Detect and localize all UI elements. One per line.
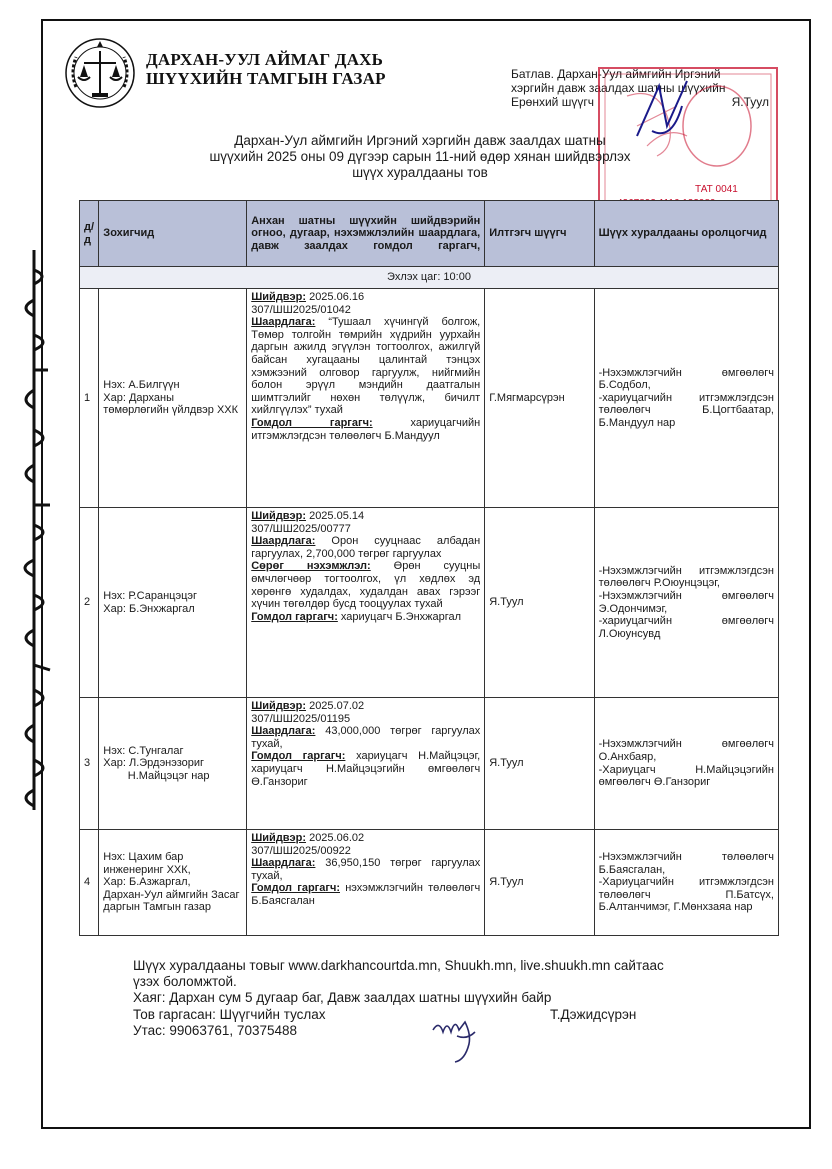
court-name-line1: ДАРХАН-УУЛ АЙМАГ ДАХЬ: [146, 50, 384, 69]
table-row: [80, 289, 779, 508]
row-parties: Нэх: А.Билгүүн Хар: Дарханы төмөрлөгийн үйлдвэр ХХК: [99, 289, 247, 508]
table-row: [80, 698, 779, 830]
row-parties: Нэх: С.Тунгалаг Хар: Л.Эрдэнэзориг Н.Майцэцэг нар: [99, 698, 247, 830]
table-row: [80, 508, 779, 698]
title-line2: шүүхийн 2025 оны 09 дүгээр сарын 11-ний өдөр хянан шийдвэрлэх: [209, 149, 631, 164]
appeal-text: хариуцагч Н.Майцэцэг, хариуцагч Н.Майцэцэгийн өмгөөлөгч Ө.Ганзориг: [251, 750, 481, 788]
footer-line2: үзэх боломжтой.: [133, 974, 237, 990]
row-participants: -Нэхэмжлэгчийн төлөөлөгч Б.Баясгалан, -Хариуцагчийн итгэмжлэгдсэн төлөөлөгч П.Батсүх, Б.Алтанчимэг, Г.Мөнхзаяа нар: [594, 830, 778, 936]
approval-role: Ерөнхий шүүгч: [511, 95, 594, 109]
row-judge: Я.Туул: [485, 830, 594, 936]
header-case: Анхан шатны шүүхийн шийдвэрийн огноо, дугаар, нэхэмжлэлийн шаардлага, давж заалдах гомдол гаргагч,: [247, 201, 485, 267]
claim-text: Орон сууцнаас албадан гаргуулах, 2,700,000 төгрөг гаргуулах: [251, 535, 481, 560]
row-participants: -Нэхэмжлэгчийн итгэмжлэгдсэн төлөөлөгч Р.Оюунцэцэг, -Нэхэмжлэгчийн өмгөөлөгч Э.Одончимэг, -хариуцагчийн өмгөөлөгч Л.Оюунсувд: [594, 508, 778, 698]
court-name: [146, 50, 386, 88]
decision-date: 2025.06.16: [306, 291, 365, 303]
row-case: [247, 508, 485, 698]
court-emblem-icon: [64, 37, 136, 109]
approval-line1: Батлав. Дархан-Уул аймгийн Иргэний: [511, 67, 721, 81]
claim-text: “Тушаал хүчингүй болгож, Төмөр толгойн төмрийн хүдрийн уурхайн даргын ажилд эгүүлэн тогтоолгох, ажилгүй байсан хугацааны цалинтай тэнцэх хэмжээний олговор гаргуулж, нийгмийн болон эрүүл мэндийн даатгалын шимтгэлийг нөхөн төлүүлж, бичилт хийлгүүлэх” тухай: [251, 316, 481, 417]
header-judge: Илтгэгч шүүгч: [485, 201, 594, 267]
hearing-schedule-table: [79, 200, 779, 936]
decision-label: Шийдвэр:: [251, 700, 307, 712]
claim-label: Шаардлага:: [251, 857, 316, 870]
decision-number: 307/ШШ2025/01195: [251, 712, 351, 725]
header-no: д/д: [80, 201, 99, 267]
document-title: [150, 133, 690, 181]
mongolian-script-decoration: [4, 250, 64, 810]
decision-date: 2025.07.02: [306, 700, 365, 712]
approval-name: Я.Туул: [731, 95, 769, 109]
row-no: 3: [80, 698, 99, 830]
row-case: [247, 289, 485, 508]
counterclaim-label: Сөрөг нэхэмжлэл:: [251, 560, 371, 573]
appeal-label: Гомдол гаргагч:: [251, 750, 346, 763]
table-row: [80, 830, 779, 936]
claim-text: 36,950,150 төгрөг гаргуулах тухай,: [251, 857, 481, 882]
decision-number: 307/ШШ2025/00777: [251, 522, 351, 535]
court-name-line2: ШҮҮХИЙН ТАМГЫН ГАЗАР: [146, 69, 386, 88]
footer-address: Хаяг: Дархан сум 5 дугаар баг, Давж заалдах шатны шүүхийн байр: [133, 990, 552, 1006]
row-case: [247, 698, 485, 830]
decision-date: 2025.05.14: [306, 510, 365, 522]
claim-label: Шаардлага:: [251, 725, 316, 738]
claim-label: Шаардлага:: [251, 316, 316, 329]
decision-label: Шийдвэр:: [251, 832, 307, 844]
claim-label: Шаардлага:: [251, 535, 316, 548]
row-parties: Нэх: Цахим бар инженеринг ХХК, Хар: Б.Азжаргал, Дархан-Уул аймгийн Засаг даргын Тамгын газар: [99, 830, 247, 936]
footer-line1: Шүүх хуралдааны товыг www.darkhancourtda.mn, Shuukh.mn, live.shuukh.mn сайтаас: [133, 958, 664, 973]
decision-date: 2025.06.02: [306, 832, 365, 844]
appeal-text: нэхэмжлэгчийн төлөөлөгч Б.Баясгалан: [251, 882, 481, 907]
claim-text: 43,000,000 төгрөг гаргуулах тухай,: [251, 725, 481, 750]
footer-prepared-name: Т.Дэжидсүрэн: [550, 1006, 637, 1022]
row-no: 1: [80, 289, 99, 508]
appeal-label: Гомдол гаргагч:: [251, 882, 340, 895]
row-judge: Г.Мягмарсүрэн: [485, 289, 594, 508]
appeal-label: Гомдол гаргагч:: [251, 416, 373, 429]
header-participants: Шүүх хуралдааны оролцогчид: [594, 201, 778, 267]
row-judge: Я.Туул: [485, 508, 594, 698]
header-parties: Зохигчид: [99, 201, 247, 267]
approval-line2: хэргийн давж заалдах шатны шүүхийн: [511, 81, 726, 95]
assistant-signature: [425, 1010, 495, 1065]
row-participants: -Нэхэмжлэгчийн өмгөөлөгч Б.Содбол, -хариуцагчийн итгэмжлэгдсэн төлөөлөгч Б.Цогтбаатар, Б.Мандуул нар: [594, 289, 778, 508]
row-case: [247, 830, 485, 936]
decision-label: Шийдвэр:: [251, 291, 307, 303]
title-line3: шүүх хуралдааны тов: [352, 165, 488, 180]
start-time: Эхлэх цаг: 10:00: [80, 267, 779, 289]
counterclaim-text: Өрөн сууцны өмчлөгчөөр тогтоолгох, үл хөдлөх эд хөрөнгө худалдах, худалдан авах гэрээг хүчин төгөлдөр бусд тооцуулах тухай: [251, 560, 481, 611]
footer-prepared-by: Тов гаргасан: Шүүгчийн туслах: [133, 1006, 326, 1022]
row-no: 2: [80, 508, 99, 698]
decision-number: 307/ШШ2025/01042: [251, 303, 351, 316]
row-parties: Нэх: Р.Саранцэцэг Хар: Б.Энхжаргал: [99, 508, 247, 698]
row-judge: Я.Туул: [485, 698, 594, 830]
title-line1: Дархан-Уул аймгийн Иргэний хэргийн давж заалдах шатны: [234, 133, 606, 148]
appeal-text: хариуцагч Б.Энхжаргал: [337, 610, 462, 623]
row-no: 4: [80, 830, 99, 936]
appeal-label: Гомдол гаргагч:: [251, 610, 338, 623]
appeal-text: хариуцагчийн итгэмжлэгдсэн төлөөлөгч Б.Мандуул: [251, 416, 481, 442]
stamp-text1: ТАТ 0041: [695, 184, 738, 195]
decision-label: Шийдвэр:: [251, 510, 307, 522]
decision-number: 307/ШШ2025/00922: [251, 844, 351, 857]
row-participants: -Нэхэмжлэгчийн өмгөөлөгч О.Анхбаяр, -Хариуцагч Н.Майцэцэгийн өмгөөлөгч Ө.Ганзориг: [594, 698, 778, 830]
footer-phone: Утас: 99063761, 70375488: [133, 1022, 297, 1038]
